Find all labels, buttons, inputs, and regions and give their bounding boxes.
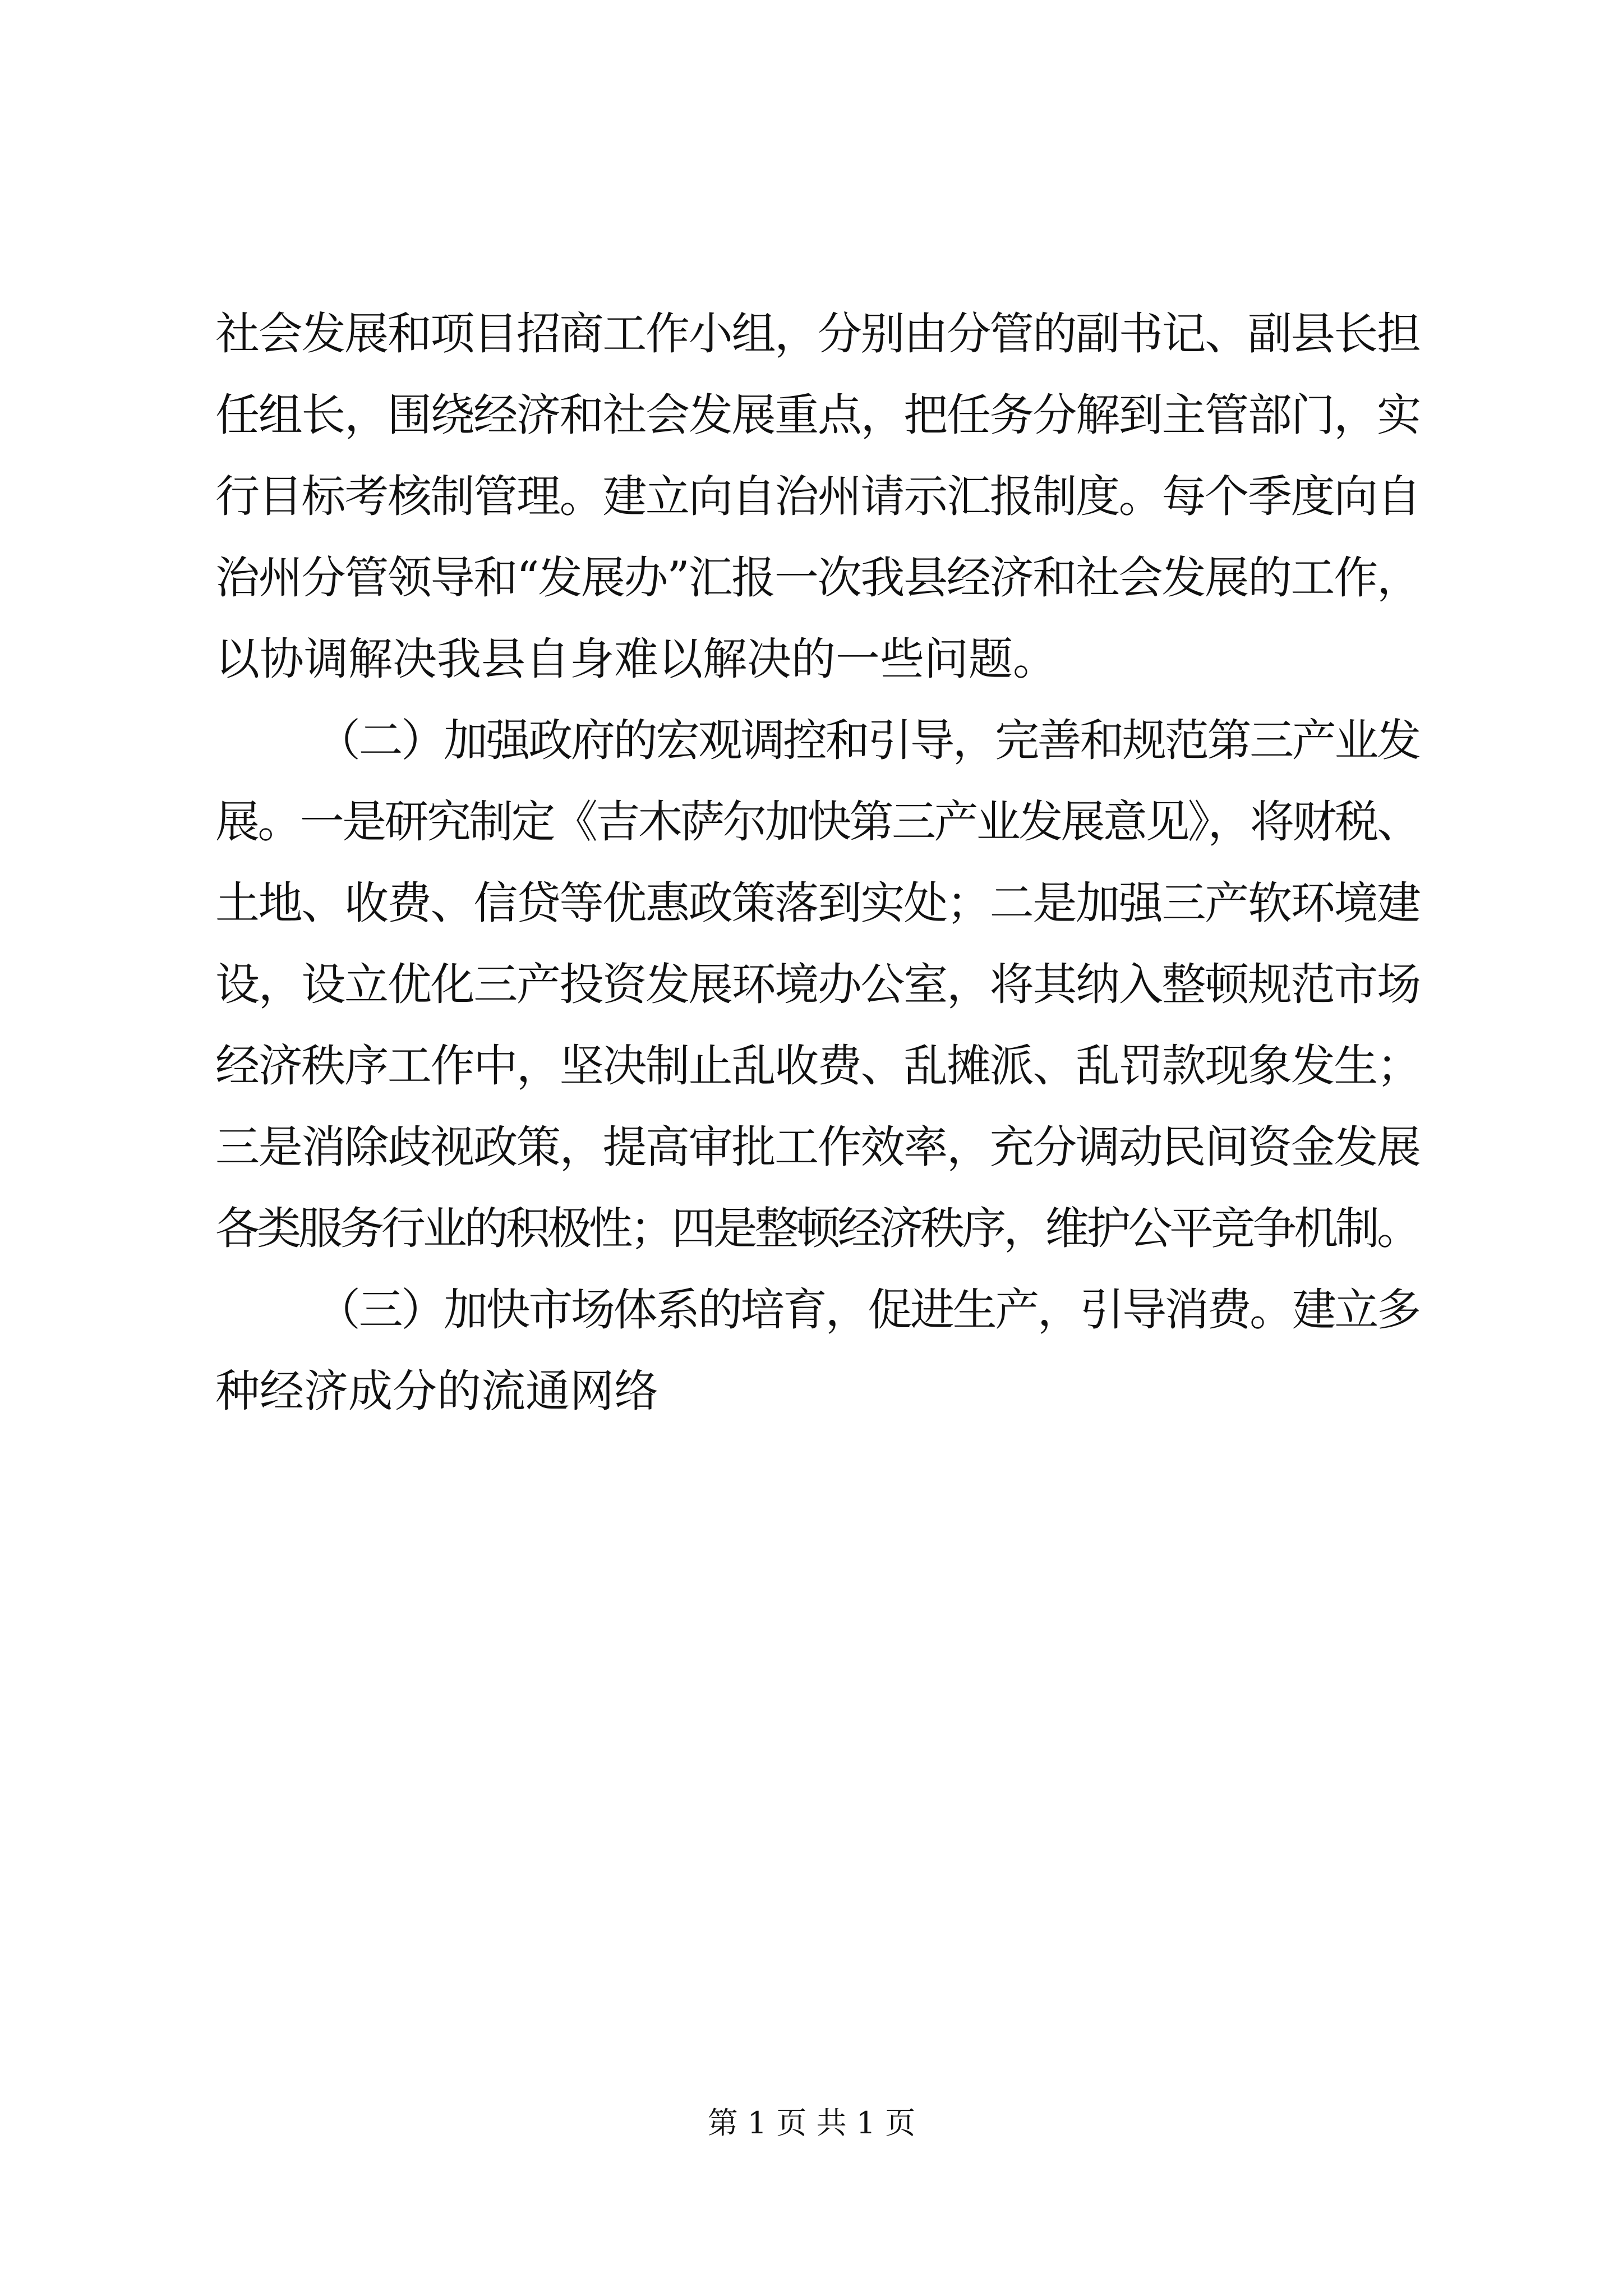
text-line: 土地、收费、信贷等优惠政策落到实处；二是加强三产软环境建 [215,877,1420,929]
text-line: 各类服务行业的积极性；四是整顿经济秩序，维护公平竞争机制。 [215,1203,1418,1254]
page-footer: 第 1 页 共 1 页 [707,2105,916,2141]
text-line: 任组长，围绕经济和社会发展重点，把任务分解到主管部门，实 [215,389,1420,441]
text-line: 社会发展和项目招商工作小组，分别由分管的副书记、副县长担 [215,308,1420,360]
text-line: 三是消除歧视政策，提高审批工作效率，充分调动民间资金发展 [215,1121,1420,1173]
text-line: 设，设立优化三产投资发展环境办公室，将其纳入整顿规范市场 [215,959,1420,1010]
text-line: 展。一是研究制定《吉木萨尔加快第三产业发展意见》，将财税、 [215,796,1419,848]
paragraph-start-line: （三）加快市场体系的培育，促进生产，引导消费。建立多 [316,1284,1419,1336]
text-line: 行目标考核制管理。建立向自治州请示汇报制度。每个季度向自 [215,471,1420,522]
text-line: 种经济成分的流通网络 [215,1365,658,1417]
paragraph-start-line: （二）加强政府的宏观调控和引导，完善和规范第三产业发 [316,715,1419,766]
text-line: 以协调解决我县自身难以解决的一些问题。 [215,633,1057,685]
text-line: 治州分管领导和“发展办”汇报一次我县经济和社会发展的工作， [215,552,1420,604]
text-line: 经济秩序工作中，坚决制止乱收费、乱摊派、乱罚款现象发生； [215,1040,1420,1092]
